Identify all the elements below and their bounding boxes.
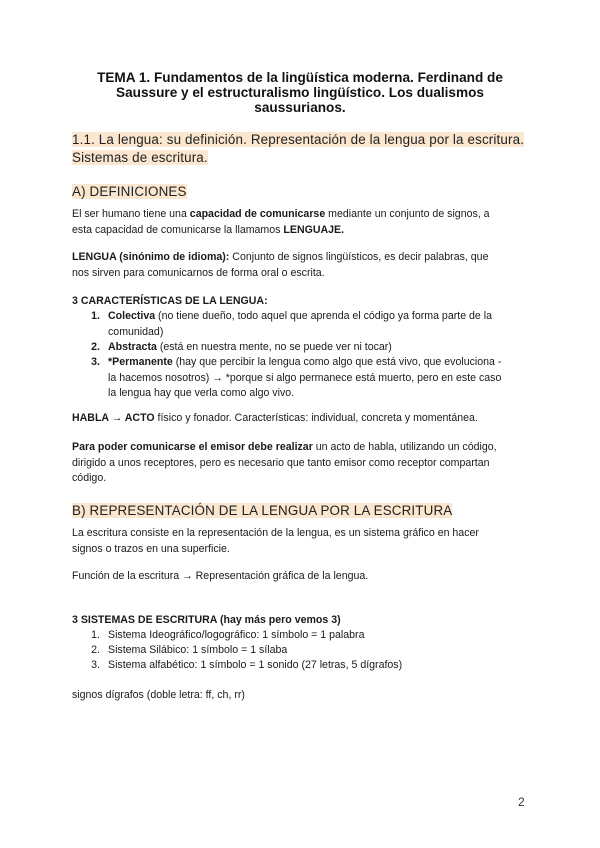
section-1-1-line-1: 1.1. La lengua: su definición. Representación de la lengua por la escritura. (72, 132, 525, 147)
title-line-3: saussurianos. (254, 100, 346, 115)
paragraph-lenguaje: El ser humano tiene una capacidad de comunicarse mediante un conjunto de signos, a esta capacidad de comunicarse la llamamos LENGUAJE. (72, 208, 490, 236)
section-a-heading: A) DEFINICIONES (72, 184, 187, 199)
section-1-1-heading (72, 131, 524, 167)
paragraph-habla: HABLA → ACTO físico y fonador. Características: individual, concreta y momentánea. (72, 412, 478, 424)
section-1-1-line-2: Sistemas de escritura. (72, 150, 208, 165)
page-title (80, 70, 520, 115)
paragraph-escritura: La escritura consiste en la representación de la lengua, es un sistema gráfico en hacer signos o trazos en una superficie. (72, 527, 479, 555)
sistemas-heading: 3 SISTEMAS DE ESCRITURA (hay más pero vemos 3) (72, 614, 341, 626)
page-number: 2 (518, 795, 525, 809)
caracteristicas-heading: 3 CARACTERÍSTICAS DE LA LENGUA: (72, 295, 268, 307)
paragraph-lengua: LENGUA (sinónimo de idioma): Conjunto de signos lingüísticos, es decir palabras, que nos sirven para comunicarnos de forma oral o escrita. (72, 251, 489, 279)
paragraph-digrafos: signos dígrafos (doble letra: ff, ch, rr) (72, 689, 245, 701)
document-page: TEMA 1. Fundamentos de la lingüística moderna. Ferdinand de Saussure y el estructuralismo lingüístico. Los dualismos saussurianos. 1.1. La lengua: su definición. Representación de la lengua por la escritura. Sistemas de escritura. A) DEFINICIONES El ser humano tiene una capacidad de comunicarse mediante un conjunto de signos, a esta capacidad de comunicarse la llamamos LENGUAJE. LENGUA (sinónimo de idioma): Conjunto de signos lingüísticos, es decir palabras, que nos sirven para comunicarnos de forma oral o escrita. 3 CARACTERÍSTICAS DE LA LENGUA: 1. Colectiva (no tiene dueño, todo aquel que aprenda el código ya forma parte de la comunidad) 2. Abstracta (está en nuestra mente, no se puede ver ni tocar) 3. *Permanente (hay que percibir la lengua como algo que está vivo, que evoluciona - la hacemos nosotros) → *porque si algo permanece está muerto, pero en este caso la lengua hay que verla como algo vivo. HABLA → ACTO físico y fonador. Características: individual, concreta y momentánea. Para poder comunicarse el emisor debe realizar un acto de habla, utilizando un código, dirigido a unos receptores, pero es necesario que tanto emisor como receptor compartan código. B) REPRESENTACIÓN DE LA LENGUA POR LA ESCRITURA La escritura consiste en la representación de la lengua, es un sistema gráfico en hacer signos o trazos en una superficie. Función de la escritura → Representación gráfica de la lengua. 3 SISTEMAS DE ESCRITURA (hay más pero vemos 3) 1. Sistema Ideográfico/logográfico: 1 símbolo = 1 palabra 2. Sistema Silábico: 1 símbolo = 1 sílaba 3. Sistema alfabético: 1 símbolo = 1 sonido (27 letras, 5 dígrafos) signos dígrafos (doble letra: ff, ch, rr) 2 (0, 0, 600, 848)
title-line-1: TEMA 1. Fundamentos de la lingüística moderna. Ferdinand de (97, 70, 503, 85)
paragraph-funcion: Función de la escritura → Representación gráfica de la lengua. (72, 570, 369, 582)
paragraph-comunicarse: Para poder comunicarse el emisor debe realizar un acto de habla, utilizando un código, dirigido a unos receptores, pero es necesario que tanto emisor como receptor compartan código. (72, 441, 497, 484)
section-b-heading: B) REPRESENTACIÓN DE LA LENGUA POR LA ESCRITURA (72, 503, 453, 518)
title-line-2: Saussure y el estructuralismo lingüístico. Los dualismos (116, 85, 484, 100)
